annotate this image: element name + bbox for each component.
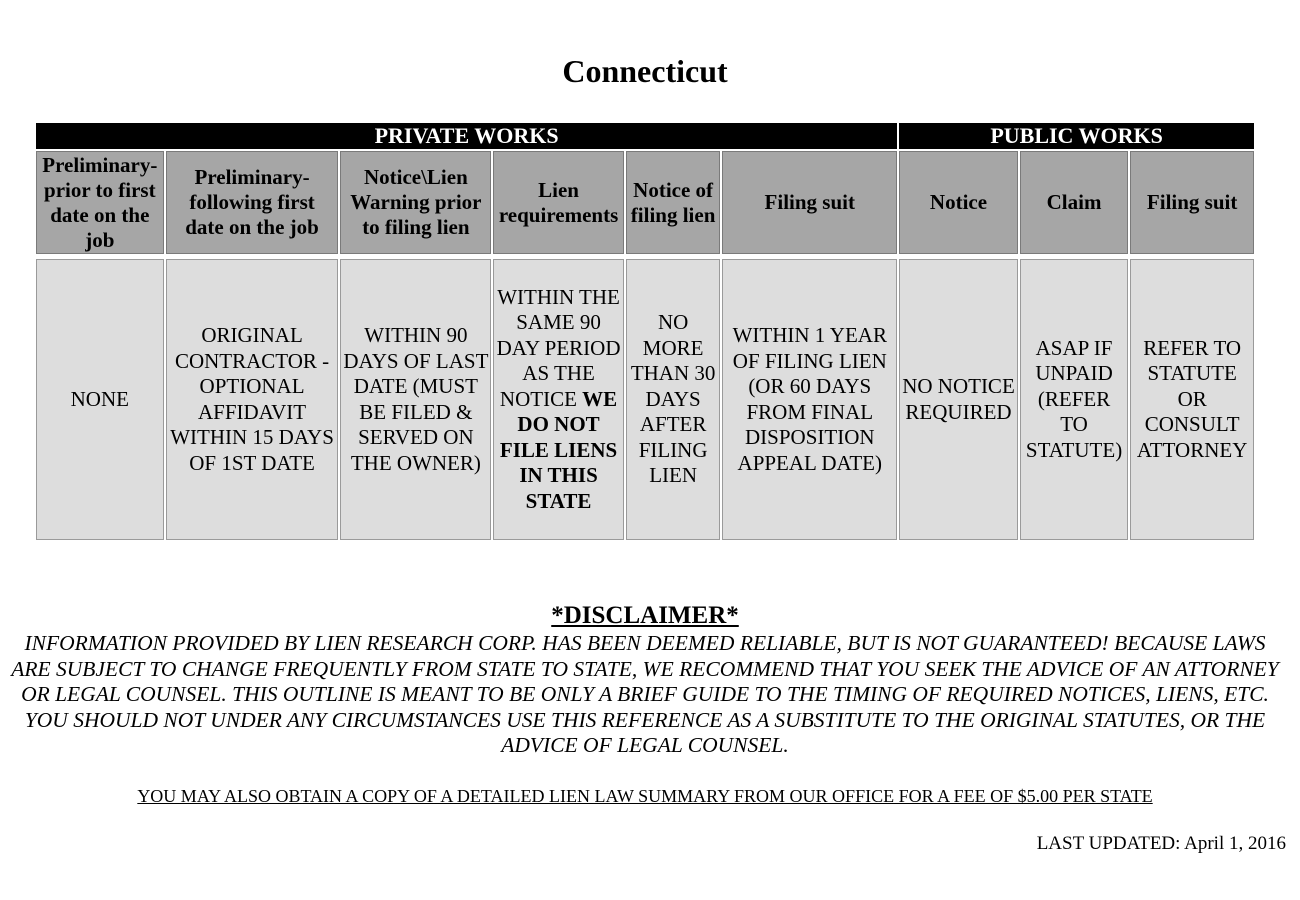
spacer-row (36, 256, 1254, 257)
disclaimer-title: *DISCLAIMER* (551, 602, 739, 629)
column-header: Notice\Lien Warning prior to filing lien (340, 151, 491, 254)
spacer (36, 256, 1254, 257)
lien-bold-note: WE DO NOT FILE LIENS IN THIS STATE (499, 386, 618, 513)
table-cell: REFER TO STATUTE OR CONSULT ATTORNEY (1130, 259, 1254, 540)
column-header: Notice of filing lien (626, 151, 720, 254)
column-header: Filing suit (1130, 151, 1254, 254)
column-header: Lien requirements (493, 151, 624, 254)
table-cell: NONE (36, 259, 164, 540)
column-header: Claim (1020, 151, 1129, 254)
page-title: Connecticut (562, 53, 728, 89)
table-row (36, 259, 1254, 540)
lien-requirements-cell (493, 259, 624, 540)
lien-law-table (34, 121, 1256, 542)
column-header: Preliminary-prior to first date on the job (36, 151, 164, 254)
column-header: Notice (899, 151, 1018, 254)
public-works-header: PUBLIC WORKS (899, 123, 1254, 149)
table-cell: WITHIN 90 DAYS OF LAST DATE (MUST BE FILED & SERVED ON THE OWNER) (340, 259, 491, 540)
table-cell: NO NOTICE REQUIRED (899, 259, 1018, 540)
table-cell: ORIGINAL CONTRACTOR - OPTIONAL AFFIDAVIT WITHIN 15 DAYS OF 1ST DATE (166, 259, 339, 540)
lien-requirements-text: WITHIN THE SAME 90 DAY PERIOD AS THE NOTICE (496, 284, 621, 411)
table-cell: ASAP IF UNPAID (REFER TO STATUTE) (1020, 259, 1129, 540)
table-cell: WITHIN 1 YEAR OF FILING LIEN (OR 60 DAYS FROM FINAL DISPOSITION APPEAL DATE) (722, 259, 897, 540)
disclaimer-body: INFORMATION PROVIDED BY LIEN RESEARCH CORP. HAS BEEN DEEMED RELIABLE, BUT IS NOT GUARANTEED! BECAUSE LAWS ARE SUBJECT TO CHANGE FREQUENTLY FROM STATE TO STATE, WE RECOMMEND THAT YOU SEEK THE ADVICE OF AN ATTORNEY OR LEGAL COUNSEL. THIS OUTLINE IS MEANT TO BE ONLY A BRIEF GUIDE TO THE TIMING OF REQUIRED NOTICES, LIENS, ETC. YOU SHOULD NOT UNDER ANY CIRCUMSTANCES USE THIS REFERENCE AS A SUBSTITUTE TO THE ORIGINAL STATUTES, OR THE ADVICE OF LEGAL COUNSEL. (11, 631, 1279, 757)
summary-offer-link[interactable]: YOU MAY ALSO OBTAIN A COPY OF A DETAILED LIEN LAW SUMMARY FROM OUR OFFICE FOR A FEE OF $5.00 PER STATE (137, 786, 1153, 806)
column-header: Preliminary-following first date on the job (166, 151, 339, 254)
private-works-header: PRIVATE WORKS (36, 123, 897, 149)
column-header-row (36, 151, 1254, 254)
section-header-row (36, 123, 1254, 149)
table-cell: NO MORE THAN 30 DAYS AFTER FILING LIEN (626, 259, 720, 540)
column-header: Filing suit (722, 151, 897, 254)
last-updated: LAST UPDATED: April 1, 2016 (1036, 833, 1286, 854)
